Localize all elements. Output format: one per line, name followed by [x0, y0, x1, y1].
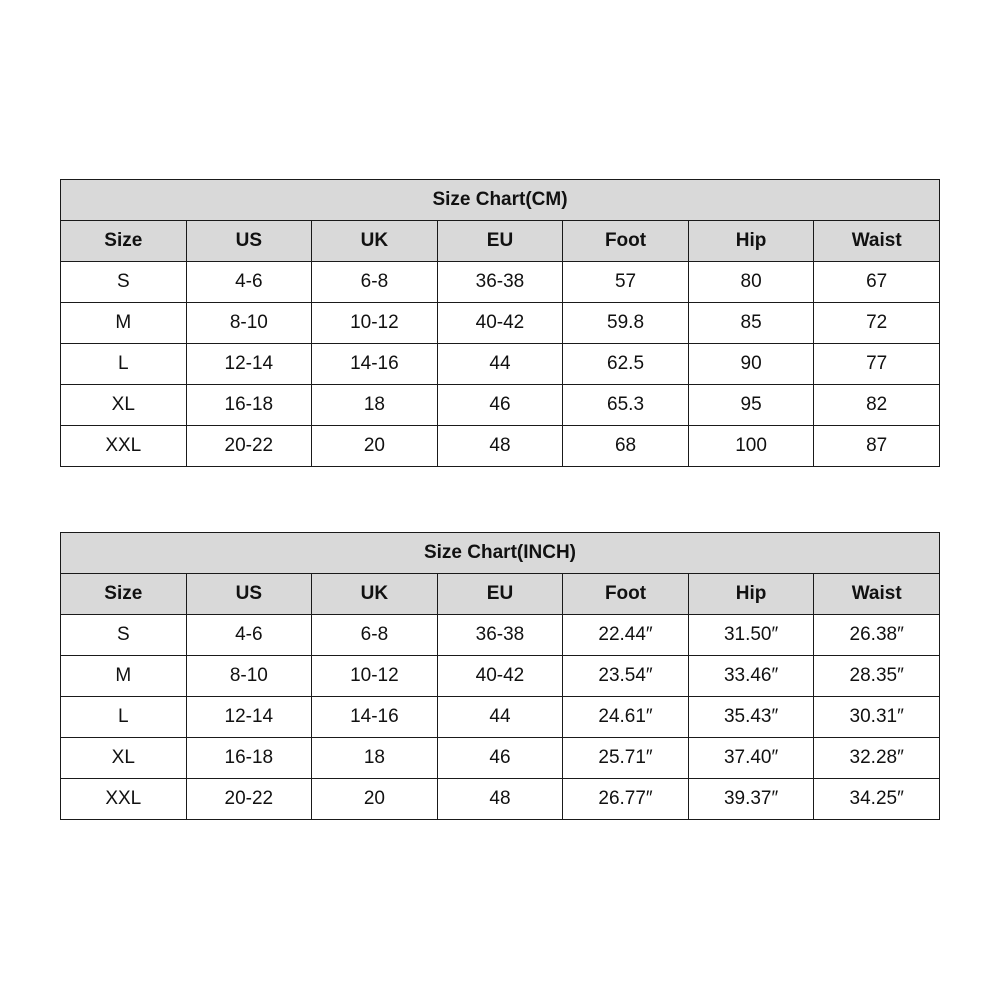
table-cell: 10-12 — [312, 656, 438, 697]
table-cell: 39.37″ — [688, 779, 814, 820]
table-cell: S — [61, 615, 187, 656]
table-cell: 46 — [437, 385, 563, 426]
table-cell: 25.71″ — [563, 738, 689, 779]
column-header-foot: Foot — [563, 221, 689, 262]
table-cell: 80 — [688, 262, 814, 303]
table-row — [61, 262, 940, 303]
table-cell: 59.8 — [563, 303, 689, 344]
table-cell: 6-8 — [312, 262, 438, 303]
column-header-waist: Waist — [814, 574, 940, 615]
table-cell: L — [61, 697, 187, 738]
table-row — [61, 426, 940, 467]
size-chart-cm-table — [60, 179, 940, 467]
table-cell: 46 — [437, 738, 563, 779]
table-cell: 90 — [688, 344, 814, 385]
table-row — [61, 615, 940, 656]
table-cell: S — [61, 262, 187, 303]
table-cell: 12-14 — [186, 344, 312, 385]
column-header-uk: UK — [312, 221, 438, 262]
table-cell: XL — [61, 385, 187, 426]
table-cell: 82 — [814, 385, 940, 426]
column-header-hip: Hip — [688, 221, 814, 262]
table-cell: 34.25″ — [814, 779, 940, 820]
column-header-waist: Waist — [814, 221, 940, 262]
table-row — [61, 779, 940, 820]
table-cell: 72 — [814, 303, 940, 344]
table-cell: 95 — [688, 385, 814, 426]
table-cell: 77 — [814, 344, 940, 385]
table-cell: 48 — [437, 779, 563, 820]
table-cell: 16-18 — [186, 738, 312, 779]
size-chart-inch-table — [60, 532, 940, 820]
column-header-size: Size — [61, 221, 187, 262]
table-title: Size Chart(CM) — [61, 180, 940, 221]
table-cell: 30.31″ — [814, 697, 940, 738]
table-title-row — [61, 533, 940, 574]
table-cell: 37.40″ — [688, 738, 814, 779]
table-row — [61, 697, 940, 738]
table-cell: 16-18 — [186, 385, 312, 426]
table-cell: 4-6 — [186, 262, 312, 303]
table-cell: 40-42 — [437, 303, 563, 344]
table-cell: 10-12 — [312, 303, 438, 344]
table-cell: 8-10 — [186, 303, 312, 344]
column-header-hip: Hip — [688, 574, 814, 615]
table-cell: 23.54″ — [563, 656, 689, 697]
table-cell: 4-6 — [186, 615, 312, 656]
table-cell: 20-22 — [186, 426, 312, 467]
table-cell: 87 — [814, 426, 940, 467]
table-cell: 12-14 — [186, 697, 312, 738]
column-header-uk: UK — [312, 574, 438, 615]
table-cell: 36-38 — [437, 262, 563, 303]
table-cell: 65.3 — [563, 385, 689, 426]
table-cell: 31.50″ — [688, 615, 814, 656]
table-cell: 24.61″ — [563, 697, 689, 738]
table-header-row — [61, 221, 940, 262]
table-cell: 36-38 — [437, 615, 563, 656]
table-row — [61, 738, 940, 779]
table-cell: 14-16 — [312, 344, 438, 385]
table-cell: 32.28″ — [814, 738, 940, 779]
column-header-us: US — [186, 574, 312, 615]
column-header-eu: EU — [437, 574, 563, 615]
table-cell: XXL — [61, 779, 187, 820]
column-header-us: US — [186, 221, 312, 262]
table-cell: 20 — [312, 426, 438, 467]
table-cell: 44 — [437, 697, 563, 738]
table-cell: 18 — [312, 738, 438, 779]
table-cell: 35.43″ — [688, 697, 814, 738]
column-header-eu: EU — [437, 221, 563, 262]
table-cell: 18 — [312, 385, 438, 426]
table-cell: 67 — [814, 262, 940, 303]
table-cell: XXL — [61, 426, 187, 467]
table-cell: 33.46″ — [688, 656, 814, 697]
table-title-row — [61, 180, 940, 221]
table-cell: 48 — [437, 426, 563, 467]
table-cell: 68 — [563, 426, 689, 467]
table-title: Size Chart(INCH) — [61, 533, 940, 574]
table-cell: 85 — [688, 303, 814, 344]
table-header-row — [61, 574, 940, 615]
table-cell: 8-10 — [186, 656, 312, 697]
table-cell: 6-8 — [312, 615, 438, 656]
table-row — [61, 344, 940, 385]
table-cell: XL — [61, 738, 187, 779]
table-cell: 26.38″ — [814, 615, 940, 656]
table-cell: 28.35″ — [814, 656, 940, 697]
table-row — [61, 303, 940, 344]
table-cell: 22.44″ — [563, 615, 689, 656]
table-cell: 20-22 — [186, 779, 312, 820]
table-cell: 100 — [688, 426, 814, 467]
column-header-foot: Foot — [563, 574, 689, 615]
table-cell: 20 — [312, 779, 438, 820]
table-cell: 57 — [563, 262, 689, 303]
table-cell: 62.5 — [563, 344, 689, 385]
table-cell: 40-42 — [437, 656, 563, 697]
table-row — [61, 385, 940, 426]
table-cell: L — [61, 344, 187, 385]
table-cell: M — [61, 656, 187, 697]
table-cell: 14-16 — [312, 697, 438, 738]
table-cell: 26.77″ — [563, 779, 689, 820]
table-row — [61, 656, 940, 697]
table-cell: 44 — [437, 344, 563, 385]
column-header-size: Size — [61, 574, 187, 615]
table-cell: M — [61, 303, 187, 344]
